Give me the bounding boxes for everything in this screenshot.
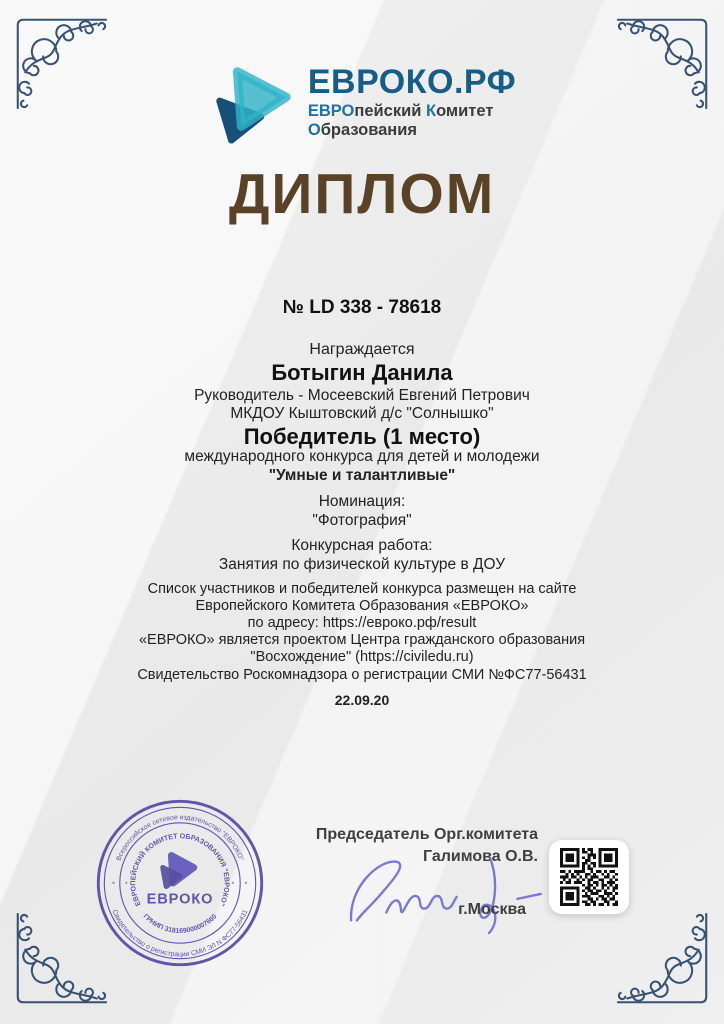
chairman-title: Председатель Орг.комитета [315, 826, 538, 843]
info-line: по адресу: https://евроко.рф/result [247, 615, 477, 631]
subtitle-plain: пейский [354, 101, 426, 120]
signature [334, 848, 552, 936]
stamp-seal [94, 797, 266, 969]
contest-line: международного конкурса для детей и молодежи [184, 448, 540, 465]
svg-text:ГРНИП 318169000007660 [142, 913, 219, 935]
stamp-inner-bottom-text: ГРНИП 318169000007660 [141, 913, 219, 935]
recipient-name: Ботыгин Данила [271, 360, 453, 385]
corner-flourish-icon [616, 912, 710, 1006]
info-line: Европейского Комитета Образования «ЕВРОКО» [195, 598, 529, 614]
brand-title: ЕВРОКО.РФ [307, 63, 517, 102]
stamp-separator: * [231, 881, 235, 889]
organization-line: МКДОУ Кыштовский д/с "Солнышко" [230, 405, 494, 422]
info-line: Список участников и победителей конкурса размещен на сайте [147, 581, 577, 597]
brand-subtitle [308, 102, 516, 140]
certificate-number: № LD 338 - 78618 [282, 297, 442, 318]
work-label: Конкурсная работа: [291, 537, 433, 554]
page-title: ДИПЛОМ [228, 162, 496, 226]
stamp-separator: * [124, 881, 128, 889]
stamp-center-text: ЕВРОКО [146, 891, 214, 908]
qr-code [549, 840, 629, 914]
city-label: г.Москва [458, 901, 526, 918]
stamp-separator: * [112, 879, 116, 889]
info-line: "Восхождение" (https://civiledu.ru) [250, 649, 474, 665]
subtitle-accent: ЕВРО [307, 101, 355, 120]
subtitle-accent: К [425, 101, 437, 120]
logo-triangles-icon [208, 58, 296, 146]
awarded-label: Награждается [309, 341, 415, 358]
nomination-value: "Фотография" [312, 512, 412, 529]
subtitle-plain: бразования [320, 120, 418, 139]
stamp-outer-top-text: Всероссийское сетевое издательство "ЕВРОКО" [115, 814, 245, 862]
contest-name: "Умные и талантливые" [268, 467, 456, 484]
chairman-name: Галимова О.В. [422, 848, 538, 865]
stamp-inner-top-text: ЕВРОПЕЙСКИЙ КОМИТЕТ ОБРАЗОВАНИЯ "ЕВРОКО" [130, 833, 230, 907]
subtitle-plain: омитет [436, 101, 494, 120]
nomination-label: Номинация: [318, 493, 406, 510]
award-line: Победитель (1 место) [243, 424, 481, 449]
qr-code-pattern [557, 848, 621, 906]
info-block [0, 581, 724, 666]
registration-line: Свидетельство Роскомнадзора о регистрации СМИ №ФС77-56431 [137, 667, 587, 683]
subtitle-accent: О [307, 120, 321, 139]
supervisor-line: Руководитель - Мосеевский Евгений Петрович [194, 387, 530, 404]
work-title: Занятия по физической культуре в ДОУ [218, 556, 506, 573]
date: 22.09.20 [334, 692, 390, 708]
stamp-separator: * [244, 879, 248, 889]
stamp-outer-bottom-text: Свидетельство о регистрации СМИ ЭЛ N ФС77-56431 [110, 908, 250, 959]
info-line: «ЕВРОКО» является проектом Центра гражданского образования [138, 632, 586, 648]
logo [0, 58, 724, 146]
